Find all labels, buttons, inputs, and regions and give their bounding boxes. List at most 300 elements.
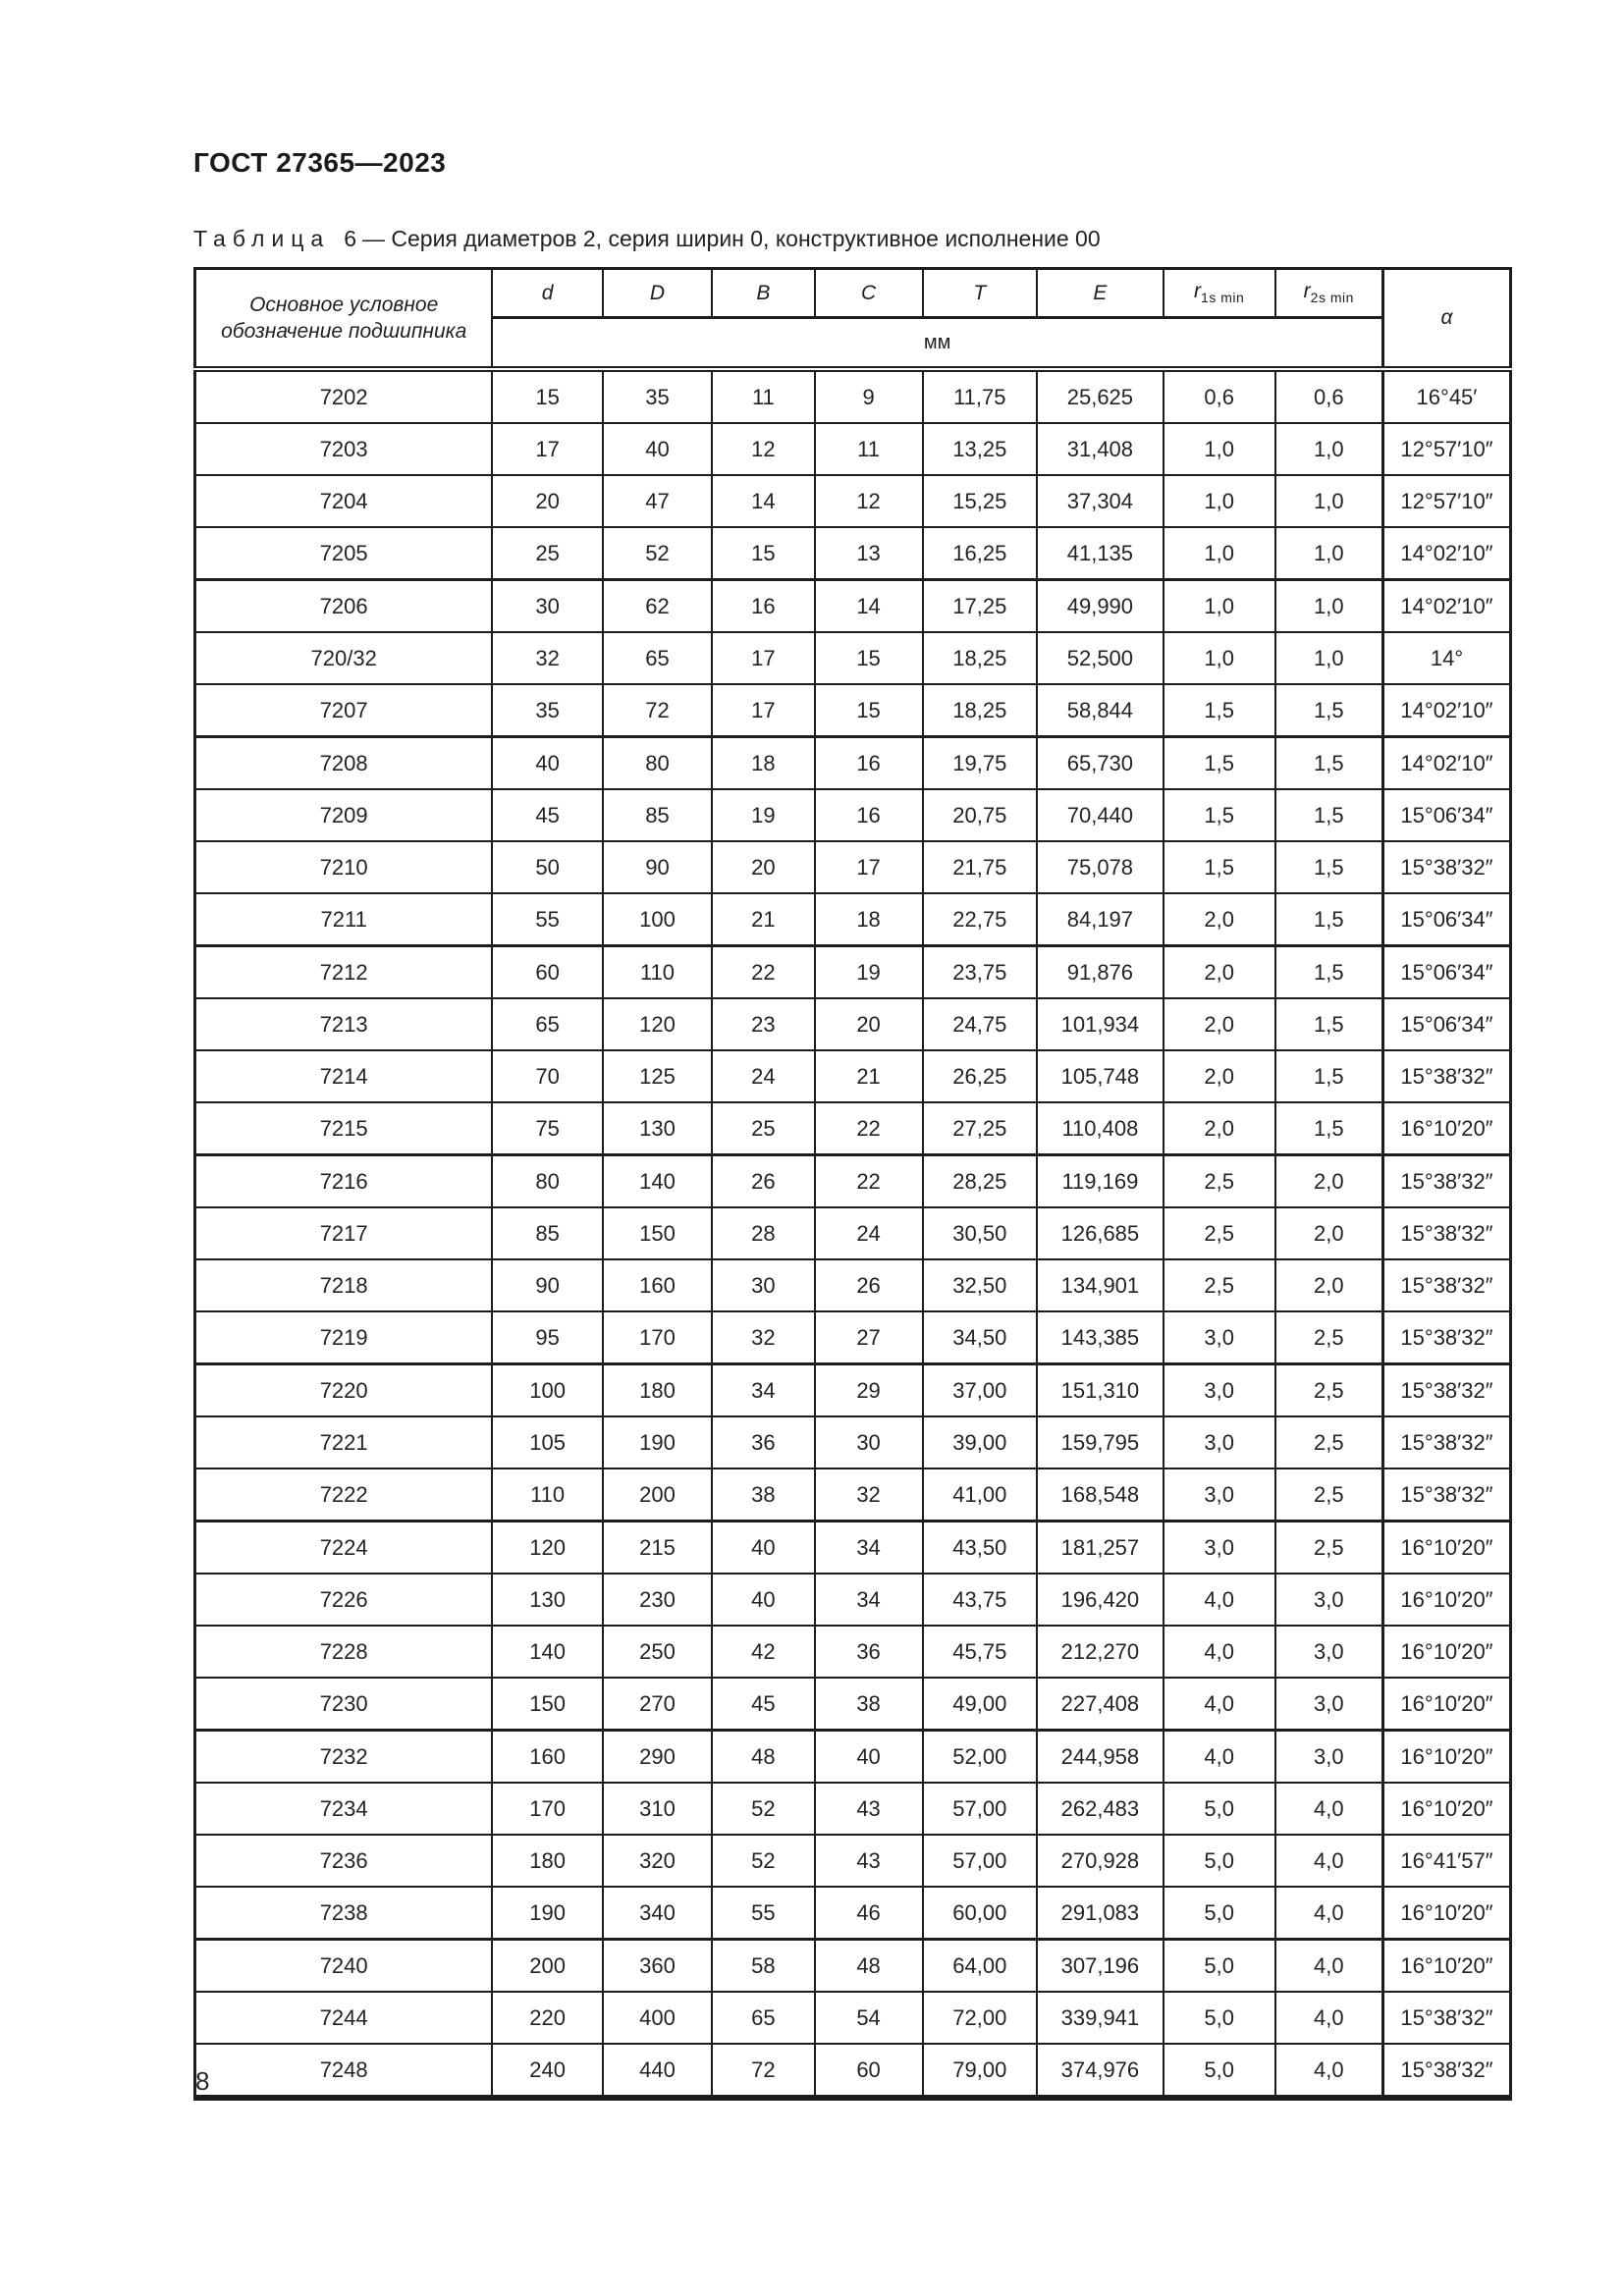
table-cell: 17	[712, 684, 815, 737]
table-cell: 7217	[195, 1207, 493, 1259]
table-row	[195, 1522, 1511, 1575]
table-cell: 1,0	[1164, 580, 1275, 633]
table-row	[195, 737, 1511, 790]
table-cell: 7216	[195, 1155, 493, 1208]
table-cell: 18,25	[923, 632, 1038, 684]
table-cell: 3,0	[1275, 1731, 1383, 1784]
table-cell: 58,844	[1037, 684, 1164, 737]
table-caption-label: Таблица	[193, 226, 331, 251]
table-cell: 3,0	[1164, 1416, 1275, 1468]
table-cell: 84,197	[1037, 893, 1164, 946]
table-cell: 75	[492, 1102, 603, 1155]
table-cell: 91,876	[1037, 946, 1164, 999]
table-cell: 36	[815, 1626, 923, 1678]
table-cell: 3,0	[1164, 1522, 1275, 1575]
table-cell: 1,5	[1164, 841, 1275, 893]
table-cell: 14°	[1382, 632, 1510, 684]
table-cell: 4,0	[1275, 1835, 1383, 1887]
table-cell: 5,0	[1164, 1992, 1275, 2044]
r2s-subscript: 2s min	[1310, 290, 1354, 306]
table-cell: 27,25	[923, 1102, 1038, 1155]
table-cell: 215	[603, 1522, 712, 1575]
table-cell: 20	[815, 998, 923, 1050]
table-cell: 26,25	[923, 1050, 1038, 1102]
table-cell: 85	[603, 789, 712, 841]
table-cell: 22	[815, 1155, 923, 1208]
table-cell: 72	[603, 684, 712, 737]
table-cell: 60	[492, 946, 603, 999]
table-cell: 41,00	[923, 1468, 1038, 1522]
table-cell: 32	[492, 632, 603, 684]
table-cell: 212,270	[1037, 1626, 1164, 1678]
table-cell: 5,0	[1164, 1835, 1275, 1887]
table-cell: 49,00	[923, 1678, 1038, 1731]
table-cell: 7220	[195, 1364, 493, 1417]
table-cell: 43,75	[923, 1574, 1038, 1626]
table-cell: 16°10′20″	[1382, 1940, 1510, 1993]
table-cell: 21,75	[923, 841, 1038, 893]
table-cell: 16°41′57″	[1382, 1835, 1510, 1887]
table-cell: 4,0	[1164, 1678, 1275, 1731]
table-row	[195, 632, 1511, 684]
table-cell: 37,00	[923, 1364, 1038, 1417]
table-caption-text: — Серия диаметров 2, серия ширин 0, конструктивное исполнение 00	[361, 226, 1101, 251]
table-row	[195, 893, 1511, 946]
table-cell: 23,75	[923, 946, 1038, 999]
table-cell: 1,5	[1275, 893, 1383, 946]
table-cell: 55	[712, 1887, 815, 1940]
table-row	[195, 527, 1511, 580]
table-cell: 17	[492, 423, 603, 475]
table-cell: 7219	[195, 1311, 493, 1364]
table-cell: 70,440	[1037, 789, 1164, 841]
table-cell: 43	[815, 1783, 923, 1835]
table-cell: 1,5	[1164, 789, 1275, 841]
table-cell: 11,75	[923, 369, 1038, 423]
designation-header-line2: обозначение подшипника	[221, 320, 467, 343]
table-cell: 26	[712, 1155, 815, 1208]
column-header-r2s-min	[1275, 269, 1383, 318]
table-cell: 190	[603, 1416, 712, 1468]
table-cell: 310	[603, 1783, 712, 1835]
table-cell: 16°10′20″	[1382, 1783, 1510, 1835]
table-cell: 5,0	[1164, 2044, 1275, 2098]
table-cell: 230	[603, 1574, 712, 1626]
table-cell: 15°38′32″	[1382, 1416, 1510, 1468]
table-cell: 134,901	[1037, 1259, 1164, 1311]
table-cell: 36	[712, 1416, 815, 1468]
table-cell: 1,5	[1275, 684, 1383, 737]
table-cell: 110	[492, 1468, 603, 1522]
table-cell: 7226	[195, 1574, 493, 1626]
table-cell: 16°10′20″	[1382, 1887, 1510, 1940]
standard-number-heading: ГОСТ 27365—2023	[193, 147, 447, 178]
table-cell: 4,0	[1164, 1626, 1275, 1678]
table-cell: 90	[492, 1259, 603, 1311]
table-cell: 34	[712, 1364, 815, 1417]
table-cell: 40	[492, 737, 603, 790]
table-cell: 150	[603, 1207, 712, 1259]
table-cell: 7234	[195, 1783, 493, 1835]
table-cell: 52	[603, 527, 712, 580]
table-cell: 16	[712, 580, 815, 633]
table-cell: 17,25	[923, 580, 1038, 633]
table-cell: 24,75	[923, 998, 1038, 1050]
table-cell: 14	[712, 475, 815, 527]
table-cell: 340	[603, 1887, 712, 1940]
table-cell: 244,958	[1037, 1731, 1164, 1784]
table-cell: 3,0	[1164, 1364, 1275, 1417]
table-cell: 101,934	[1037, 998, 1164, 1050]
column-header-E: E	[1037, 269, 1164, 318]
column-header-d: d	[492, 269, 603, 318]
table-cell: 1,0	[1275, 475, 1383, 527]
table-cell: 180	[492, 1835, 603, 1887]
table-cell: 126,685	[1037, 1207, 1164, 1259]
table-cell: 16°10′20″	[1382, 1731, 1510, 1784]
table-cell: 15°06′34″	[1382, 946, 1510, 999]
table-cell: 12	[712, 423, 815, 475]
column-header-r1s-min	[1164, 269, 1275, 318]
table-cell: 79,00	[923, 2044, 1038, 2098]
table-cell: 374,976	[1037, 2044, 1164, 2098]
table-cell: 140	[492, 1626, 603, 1678]
table-cell: 14°02′10″	[1382, 737, 1510, 790]
table-cell: 7202	[195, 369, 493, 423]
table-row	[195, 946, 1511, 999]
table-cell: 34,50	[923, 1311, 1038, 1364]
table-cell: 160	[492, 1731, 603, 1784]
table-cell: 159,795	[1037, 1416, 1164, 1468]
table-cell: 22	[712, 946, 815, 999]
table-cell: 2,0	[1275, 1155, 1383, 1208]
table-row	[195, 1416, 1511, 1468]
table-cell: 4,0	[1275, 1783, 1383, 1835]
table-row	[195, 1783, 1511, 1835]
page-number: 8	[195, 2066, 210, 2096]
table-caption	[193, 226, 1101, 252]
table-cell: 4,0	[1164, 1731, 1275, 1784]
table-cell: 90	[603, 841, 712, 893]
table-cell: 64,00	[923, 1940, 1038, 1993]
table-cell: 16°10′20″	[1382, 1102, 1510, 1155]
table-cell: 72,00	[923, 1992, 1038, 2044]
table-cell: 38	[712, 1468, 815, 1522]
table-cell: 47	[603, 475, 712, 527]
table-cell: 14°02′10″	[1382, 527, 1510, 580]
table-cell: 18	[712, 737, 815, 790]
designation-column-header	[195, 269, 493, 370]
table-row	[195, 2044, 1511, 2098]
table-row	[195, 1574, 1511, 1626]
table-cell: 34	[815, 1522, 923, 1575]
table-cell: 100	[603, 893, 712, 946]
table-cell: 58	[712, 1940, 815, 1993]
table-cell: 0,6	[1275, 369, 1383, 423]
table-cell: 20	[712, 841, 815, 893]
table-cell: 119,169	[1037, 1155, 1164, 1208]
table-cell: 15°06′34″	[1382, 893, 1510, 946]
table-cell: 72	[712, 2044, 815, 2098]
table-cell: 2,5	[1275, 1311, 1383, 1364]
table-row	[195, 1155, 1511, 1208]
table-cell: 21	[815, 1050, 923, 1102]
table-cell: 45	[712, 1678, 815, 1731]
table-cell: 15,25	[923, 475, 1038, 527]
table-cell: 7208	[195, 737, 493, 790]
table-cell: 150	[492, 1678, 603, 1731]
table-cell: 2,0	[1164, 1050, 1275, 1102]
table-cell: 52,500	[1037, 632, 1164, 684]
table-row	[195, 1259, 1511, 1311]
table-cell: 2,0	[1164, 1102, 1275, 1155]
table-cell: 28	[712, 1207, 815, 1259]
table-cell: 41,135	[1037, 527, 1164, 580]
table-row	[195, 580, 1511, 633]
table-row	[195, 1102, 1511, 1155]
table-cell: 2,5	[1275, 1468, 1383, 1522]
table-cell: 65	[603, 632, 712, 684]
table-cell: 160	[603, 1259, 712, 1311]
table-cell: 105	[492, 1416, 603, 1468]
table-cell: 5,0	[1164, 1887, 1275, 1940]
table-cell: 11	[815, 423, 923, 475]
table-cell: 26	[815, 1259, 923, 1311]
table-cell: 120	[603, 998, 712, 1050]
table-cell: 16,25	[923, 527, 1038, 580]
table-cell: 7222	[195, 1468, 493, 1522]
table-cell: 28,25	[923, 1155, 1038, 1208]
table-row	[195, 1992, 1511, 2044]
table-cell: 15°38′32″	[1382, 1468, 1510, 1522]
table-cell: 151,310	[1037, 1364, 1164, 1417]
table-cell: 15°06′34″	[1382, 998, 1510, 1050]
table-cell: 48	[815, 1940, 923, 1993]
table-cell: 25,625	[1037, 369, 1164, 423]
table-cell: 5,0	[1164, 1940, 1275, 1993]
table-row	[195, 423, 1511, 475]
table-row	[195, 1468, 1511, 1522]
table-cell: 20,75	[923, 789, 1038, 841]
table-row	[195, 475, 1511, 527]
table-cell: 15°38′32″	[1382, 1364, 1510, 1417]
table-cell: 15°38′32″	[1382, 1050, 1510, 1102]
table-cell: 170	[603, 1311, 712, 1364]
table-cell: 100	[492, 1364, 603, 1417]
table-cell: 2,5	[1164, 1207, 1275, 1259]
table-cell: 110,408	[1037, 1102, 1164, 1155]
table-cell: 43	[815, 1835, 923, 1887]
table-cell: 7203	[195, 423, 493, 475]
table-cell: 1,0	[1275, 632, 1383, 684]
table-cell: 2,0	[1275, 1259, 1383, 1311]
table-cell: 1,5	[1275, 946, 1383, 999]
table-cell: 200	[492, 1940, 603, 1993]
table-cell: 2,0	[1275, 1207, 1383, 1259]
table-cell: 16	[815, 789, 923, 841]
table-cell: 15°38′32″	[1382, 1207, 1510, 1259]
table-cell: 4,0	[1275, 1992, 1383, 2044]
table-cell: 1,5	[1275, 789, 1383, 841]
table-cell: 16°10′20″	[1382, 1522, 1510, 1575]
table-cell: 130	[603, 1102, 712, 1155]
r1s-symbol: r	[1194, 280, 1202, 303]
designation-header-line1: Основное условное	[249, 294, 439, 316]
table-cell: 22	[815, 1102, 923, 1155]
bearing-dimensions-table	[193, 267, 1512, 2101]
table-cell: 48	[712, 1731, 815, 1784]
table-cell: 15°38′32″	[1382, 1155, 1510, 1208]
table-header-row-symbols	[195, 269, 1511, 318]
table-cell: 168,548	[1037, 1468, 1164, 1522]
table-row	[195, 1678, 1511, 1731]
table-cell: 1,5	[1164, 684, 1275, 737]
table-cell: 190	[492, 1887, 603, 1940]
table-cell: 2,5	[1275, 1416, 1383, 1468]
table-cell: 130	[492, 1574, 603, 1626]
table-cell: 15°06′34″	[1382, 789, 1510, 841]
table-cell: 40	[815, 1731, 923, 1784]
table-cell: 339,941	[1037, 1992, 1164, 2044]
table-cell: 4,0	[1275, 2044, 1383, 2098]
table-cell: 7248	[195, 2044, 493, 2098]
table-row	[195, 998, 1511, 1050]
table-cell: 290	[603, 1731, 712, 1784]
table-cell: 143,385	[1037, 1311, 1164, 1364]
table-cell: 46	[815, 1887, 923, 1940]
table-cell: 30	[492, 580, 603, 633]
table-cell: 1,5	[1275, 841, 1383, 893]
table-cell: 24	[815, 1207, 923, 1259]
table-cell: 240	[492, 2044, 603, 2098]
table-cell: 30,50	[923, 1207, 1038, 1259]
table-cell: 7204	[195, 475, 493, 527]
table-cell: 1,5	[1164, 737, 1275, 790]
column-header-D: D	[603, 269, 712, 318]
table-cell: 25	[712, 1102, 815, 1155]
table-cell: 45,75	[923, 1626, 1038, 1678]
table-cell: 11	[712, 369, 815, 423]
table-row	[195, 1940, 1511, 1993]
table-cell: 62	[603, 580, 712, 633]
table-cell: 7236	[195, 1835, 493, 1887]
table-cell: 180	[603, 1364, 712, 1417]
table-cell: 2,0	[1164, 998, 1275, 1050]
table-cell: 45	[492, 789, 603, 841]
table-header	[195, 269, 1511, 370]
table-cell: 7238	[195, 1887, 493, 1940]
table-cell: 57,00	[923, 1783, 1038, 1835]
r2s-symbol: r	[1303, 280, 1311, 303]
table-row	[195, 1731, 1511, 1784]
table-cell: 320	[603, 1835, 712, 1887]
table-cell: 65,730	[1037, 737, 1164, 790]
table-cell: 60,00	[923, 1887, 1038, 1940]
table-cell: 17	[815, 841, 923, 893]
table-cell: 19,75	[923, 737, 1038, 790]
table-cell: 15°38′32″	[1382, 1259, 1510, 1311]
table-cell: 7207	[195, 684, 493, 737]
table-cell: 15°38′32″	[1382, 1311, 1510, 1364]
table-row	[195, 1835, 1511, 1887]
table-cell: 7206	[195, 580, 493, 633]
table-cell: 21	[712, 893, 815, 946]
table-cell: 16°10′20″	[1382, 1678, 1510, 1731]
table-cell: 19	[712, 789, 815, 841]
table-cell: 13	[815, 527, 923, 580]
table-cell: 7224	[195, 1522, 493, 1575]
table-cell: 2,5	[1164, 1155, 1275, 1208]
table-cell: 18,25	[923, 684, 1038, 737]
table-row	[195, 1207, 1511, 1259]
table-cell: 1,0	[1164, 475, 1275, 527]
table-cell: 60	[815, 2044, 923, 2098]
table-cell: 12	[815, 475, 923, 527]
table-row	[195, 1887, 1511, 1940]
table-cell: 30	[712, 1259, 815, 1311]
table-row	[195, 1311, 1511, 1364]
table-cell: 65	[712, 1992, 815, 2044]
table-cell: 34	[815, 1574, 923, 1626]
table-cell: 250	[603, 1626, 712, 1678]
table-cell: 15°38′32″	[1382, 1992, 1510, 2044]
table-cell: 196,420	[1037, 1574, 1164, 1626]
column-header-B: B	[712, 269, 815, 318]
column-header-alpha: α	[1382, 269, 1510, 370]
table-cell: 75,078	[1037, 841, 1164, 893]
table-cell: 32,50	[923, 1259, 1038, 1311]
table-cell: 80	[492, 1155, 603, 1208]
table-cell: 3,0	[1275, 1678, 1383, 1731]
table-cell: 15	[492, 369, 603, 423]
table-cell: 24	[712, 1050, 815, 1102]
table-cell: 2,0	[1164, 946, 1275, 999]
table-cell: 50	[492, 841, 603, 893]
table-cell: 19	[815, 946, 923, 999]
table-cell: 35	[603, 369, 712, 423]
table-cell: 7205	[195, 527, 493, 580]
table-cell: 1,5	[1275, 1050, 1383, 1102]
table-caption-number: 6	[344, 226, 356, 251]
table-cell: 15	[712, 527, 815, 580]
table-cell: 3,0	[1164, 1468, 1275, 1522]
table-cell: 2,5	[1275, 1364, 1383, 1417]
table-cell: 16°10′20″	[1382, 1574, 1510, 1626]
table-cell: 15°38′32″	[1382, 2044, 1510, 2098]
table-cell: 52	[712, 1835, 815, 1887]
table-cell: 1,0	[1275, 423, 1383, 475]
table-cell: 125	[603, 1050, 712, 1102]
table-cell: 40	[712, 1574, 815, 1626]
table-cell: 70	[492, 1050, 603, 1102]
table-cell: 32	[712, 1311, 815, 1364]
table-cell: 7221	[195, 1416, 493, 1468]
table-cell: 16°45′	[1382, 369, 1510, 423]
r1s-subscript: 1s min	[1201, 290, 1245, 306]
table-cell: 40	[712, 1522, 815, 1575]
table-cell: 0,6	[1164, 369, 1275, 423]
table-cell: 7212	[195, 946, 493, 999]
table-cell: 120	[492, 1522, 603, 1575]
table-cell: 7228	[195, 1626, 493, 1678]
table-cell: 39,00	[923, 1416, 1038, 1468]
table-cell: 1,0	[1164, 632, 1275, 684]
table-cell: 270,928	[1037, 1835, 1164, 1887]
table-cell: 262,483	[1037, 1783, 1164, 1835]
table-cell: 37,304	[1037, 475, 1164, 527]
table-row	[195, 1626, 1511, 1678]
table-cell: 7213	[195, 998, 493, 1050]
